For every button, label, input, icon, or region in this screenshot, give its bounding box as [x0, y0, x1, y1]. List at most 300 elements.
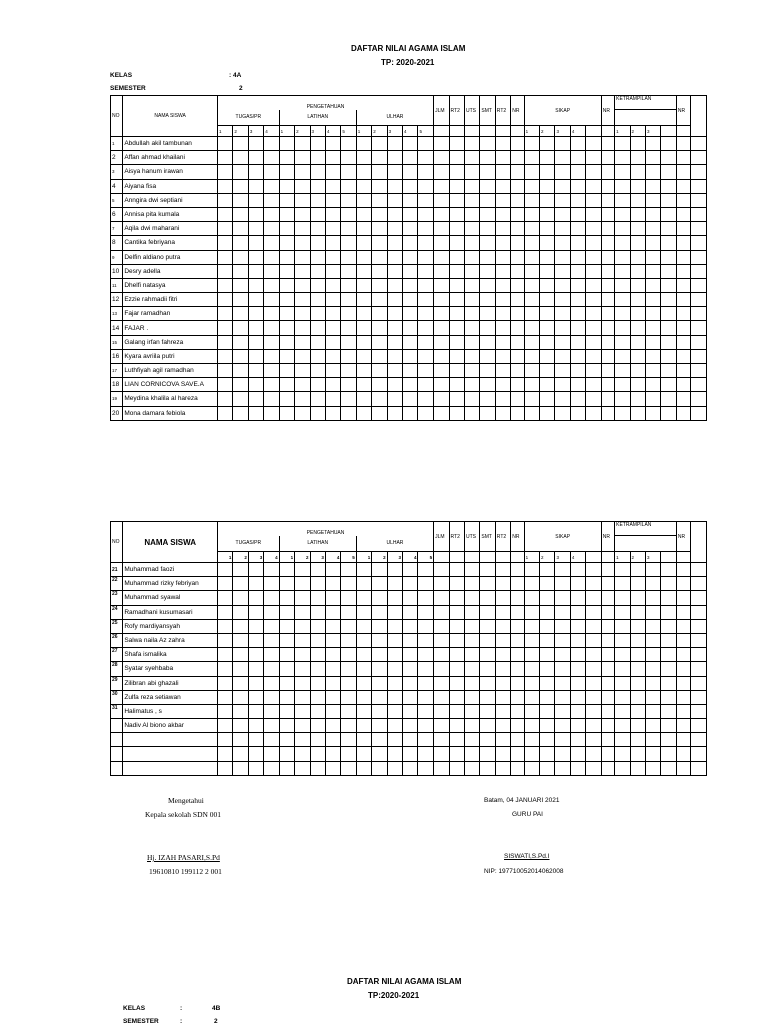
- student-name: Galang irfan fahreza: [123, 335, 218, 349]
- grade-cell: [661, 349, 676, 363]
- grade-cell: [310, 605, 325, 619]
- grade-cell: [434, 747, 449, 761]
- grade-cell: [264, 193, 279, 207]
- grade-cell: [279, 406, 294, 420]
- grade-cell: [691, 690, 707, 704]
- student-number: 27: [111, 648, 123, 662]
- col-nr-sikap-header: NR: [601, 96, 614, 126]
- grade-cell: [464, 307, 479, 321]
- student-number: 4: [111, 179, 123, 193]
- empty-cell: [661, 552, 676, 563]
- grade-cell: [480, 648, 495, 662]
- grade-cell: [676, 704, 690, 718]
- grade-cell: [356, 250, 371, 264]
- grade-cell: [264, 676, 279, 690]
- grade-cell: [630, 364, 645, 378]
- grade-cell: [217, 676, 232, 690]
- grade-cell: [387, 349, 402, 363]
- grade-cell: [295, 151, 310, 165]
- grade-cell: [555, 591, 570, 605]
- grade-cell: [325, 619, 340, 633]
- grade-cell: [540, 648, 555, 662]
- grade-cell: [601, 378, 614, 392]
- grade-cell: [356, 278, 371, 292]
- grade-cell: [434, 591, 449, 605]
- grade-cell: [279, 335, 294, 349]
- grade-cell: [540, 676, 555, 690]
- grade-cell: [540, 151, 555, 165]
- grade-cell: [310, 392, 325, 406]
- grade-cell: [495, 321, 510, 335]
- grade-cell: [325, 236, 340, 250]
- student-name: Shafa ismalika: [123, 648, 218, 662]
- sheet2-semester-value: 2: [214, 1018, 218, 1025]
- grade-cell: [310, 747, 325, 761]
- grade-cell: [511, 222, 524, 236]
- grade-cell: [310, 676, 325, 690]
- student-number: 19: [111, 392, 123, 406]
- grade-cell: [434, 704, 449, 718]
- grade-cell: [387, 577, 402, 591]
- grade-cell: [449, 222, 464, 236]
- grade-cell: [615, 648, 630, 662]
- grade-cell: [310, 406, 325, 420]
- grade-cell: [217, 151, 232, 165]
- grade-cell: [630, 137, 645, 151]
- grade-cell: [403, 222, 418, 236]
- grade-cell: [480, 264, 495, 278]
- grade-cell: [434, 222, 449, 236]
- empty-cell: [434, 552, 449, 563]
- grade-cell: [341, 378, 356, 392]
- grade-cell: [645, 335, 660, 349]
- grade-cell: [325, 577, 340, 591]
- grade-cell: [480, 137, 495, 151]
- grade-cell: [418, 605, 434, 619]
- grade-cell: [279, 222, 294, 236]
- grade-cell: [264, 563, 279, 577]
- grade-cell: [630, 278, 645, 292]
- grade-cell: [356, 619, 371, 633]
- grade-cell: [356, 605, 371, 619]
- col-number: 3: [248, 552, 263, 563]
- grade-cell: [511, 321, 524, 335]
- grade-cell: [403, 193, 418, 207]
- grade-cell: [264, 321, 279, 335]
- col-nr-header: NR: [511, 522, 524, 552]
- col-nama-header: NAMA SISWA: [123, 522, 218, 563]
- grade-cell: [233, 733, 248, 747]
- grade-cell: [524, 335, 539, 349]
- grade-cell: [356, 406, 371, 420]
- col-rt2-header: RT2: [449, 96, 464, 126]
- col-no-header: NO: [111, 96, 123, 137]
- grade-cell: [310, 278, 325, 292]
- grade-cell: [464, 392, 479, 406]
- grade-cell: [217, 577, 232, 591]
- grade-cell: [248, 648, 263, 662]
- col-number: 4: [325, 552, 340, 563]
- grade-cell: [217, 264, 232, 278]
- col-no-header: NO: [111, 522, 123, 563]
- grade-cell: [661, 278, 676, 292]
- grade-cell: [248, 278, 263, 292]
- grade-cell: [418, 179, 434, 193]
- grade-cell: [540, 222, 555, 236]
- grade-cell: [264, 719, 279, 733]
- grade-cell: [341, 605, 356, 619]
- grade-cell: [341, 207, 356, 221]
- grade-cell: [295, 349, 310, 363]
- grade-cell: [464, 563, 479, 577]
- grade-cell: [310, 719, 325, 733]
- grade-cell: [691, 207, 707, 221]
- grade-cell: [217, 563, 232, 577]
- grade-cell: [449, 662, 464, 676]
- grade-cell: [403, 335, 418, 349]
- grade-cell: [418, 392, 434, 406]
- grade-cell: [217, 335, 232, 349]
- grade-cell: [661, 648, 676, 662]
- student-row: [111, 250, 707, 264]
- grade-cell: [418, 633, 434, 647]
- grade-cell: [480, 591, 495, 605]
- student-row: [111, 577, 707, 591]
- grade-cell: [372, 676, 387, 690]
- grade-cell: [555, 165, 570, 179]
- grade-cell: [233, 690, 248, 704]
- grade-cell: [341, 179, 356, 193]
- grade-cell: [615, 335, 630, 349]
- grade-cell: [464, 619, 479, 633]
- grade-cell: [691, 619, 707, 633]
- grade-cell: [248, 378, 263, 392]
- grade-cell: [403, 704, 418, 718]
- grade-cell: [356, 137, 371, 151]
- grade-cell: [480, 250, 495, 264]
- grade-cell: [264, 392, 279, 406]
- grade-cell: [233, 222, 248, 236]
- grade-cell: [217, 406, 232, 420]
- grade-cell: [645, 165, 660, 179]
- grade-cell: [676, 307, 690, 321]
- grade-cell: [418, 704, 434, 718]
- grade-cell: [387, 719, 402, 733]
- grade-cell: [676, 264, 690, 278]
- grade-cell: [464, 733, 479, 747]
- grade-cell: [524, 591, 539, 605]
- grade-cell: [586, 676, 601, 690]
- grade-cell: [233, 137, 248, 151]
- grade-cell: [341, 747, 356, 761]
- grade-cell: [310, 378, 325, 392]
- grade-cell: [555, 406, 570, 420]
- grade-cell: [310, 207, 325, 221]
- col-number: 3: [310, 126, 325, 137]
- grade-cell: [601, 591, 614, 605]
- grade-cell: [661, 719, 676, 733]
- grade-cell: [449, 364, 464, 378]
- grade-cell: [570, 222, 585, 236]
- grade-cell: [341, 704, 356, 718]
- grade-cell: [295, 222, 310, 236]
- grade-cell: [325, 690, 340, 704]
- grade-cell: [325, 704, 340, 718]
- grade-cell: [449, 378, 464, 392]
- grade-cell: [615, 563, 630, 577]
- grade-cell: [691, 591, 707, 605]
- col-number: 2: [295, 552, 310, 563]
- grade-cell: [586, 364, 601, 378]
- grade-cell: [279, 179, 294, 193]
- grade-cell: [310, 704, 325, 718]
- grade-cell: [387, 605, 402, 619]
- student-number: 7: [111, 222, 123, 236]
- grade-cell: [511, 137, 524, 151]
- grade-cell: [555, 577, 570, 591]
- grade-cell: [233, 250, 248, 264]
- student-name: LIAN CORNICOVA SAVE.A: [123, 378, 218, 392]
- grade-cell: [601, 633, 614, 647]
- grade-cell: [464, 165, 479, 179]
- grade-cell: [495, 591, 510, 605]
- grade-cell: [295, 747, 310, 761]
- grade-cell: [495, 207, 510, 221]
- grade-cell: [387, 704, 402, 718]
- grade-cell: [691, 761, 707, 775]
- student-name: Delfin aldiano putra: [123, 250, 218, 264]
- grade-cell: [356, 293, 371, 307]
- col-number: 1: [279, 126, 294, 137]
- student-name: Mona damara febiola: [123, 406, 218, 420]
- grade-cell: [295, 278, 310, 292]
- student-row: [111, 264, 707, 278]
- grade-cell: [295, 591, 310, 605]
- grade-cell: [676, 278, 690, 292]
- grade-cell: [676, 619, 690, 633]
- grade-cell: [403, 207, 418, 221]
- grade-cell: [310, 193, 325, 207]
- student-row: [111, 761, 707, 775]
- grade-cell: [233, 293, 248, 307]
- grade-cell: [279, 619, 294, 633]
- grade-cell: [279, 648, 294, 662]
- grade-cell: [676, 179, 690, 193]
- grade-cell: [540, 179, 555, 193]
- grade-cell: [248, 392, 263, 406]
- grade-cell: [676, 250, 690, 264]
- student-name: Muhammad faozi: [123, 563, 218, 577]
- grade-cell: [279, 733, 294, 747]
- grade-cell: [615, 704, 630, 718]
- student-row: [111, 236, 707, 250]
- grade-cell: [279, 165, 294, 179]
- grade-cell: [691, 179, 707, 193]
- grade-cell: [325, 349, 340, 363]
- grade-cell: [570, 690, 585, 704]
- grade-cell: [295, 648, 310, 662]
- student-row: [111, 364, 707, 378]
- grade-cell: [295, 577, 310, 591]
- grade-cell: [676, 591, 690, 605]
- grade-cell: [586, 321, 601, 335]
- empty-cell: [676, 126, 690, 137]
- grade-cell: [645, 207, 660, 221]
- grade-cell: [418, 719, 434, 733]
- grade-cell: [248, 264, 263, 278]
- grade-cell: [403, 250, 418, 264]
- grade-cell: [387, 151, 402, 165]
- grade-cell: [630, 619, 645, 633]
- grade-cell: [540, 619, 555, 633]
- grade-cell: [495, 563, 510, 577]
- student-number: 3: [111, 165, 123, 179]
- grade-cell: [586, 704, 601, 718]
- grade-cell: [387, 321, 402, 335]
- grade-cell: [264, 364, 279, 378]
- grade-cell: [480, 207, 495, 221]
- grade-cell: [464, 690, 479, 704]
- grade-cell: [586, 335, 601, 349]
- grade-cell: [248, 193, 263, 207]
- grade-cell: [495, 236, 510, 250]
- grade-cell: [418, 137, 434, 151]
- student-number: 14: [111, 321, 123, 335]
- grade-cell: [645, 676, 660, 690]
- grade-cell: [540, 378, 555, 392]
- grade-cell: [540, 165, 555, 179]
- grade-cell: [570, 662, 585, 676]
- grade-cell: [676, 406, 690, 420]
- grade-cell: [586, 577, 601, 591]
- grade-cell: [449, 293, 464, 307]
- col-smt-header: SMT: [480, 96, 495, 126]
- grade-cell: [540, 335, 555, 349]
- grade-cell: [264, 307, 279, 321]
- grade-cell: [325, 733, 340, 747]
- grade-cell: [570, 193, 585, 207]
- grade-cell: [295, 676, 310, 690]
- grade-cell: [372, 605, 387, 619]
- grade-cell: [217, 364, 232, 378]
- grade-cell: [372, 236, 387, 250]
- empty-cell: [464, 126, 479, 137]
- grade-cell: [661, 591, 676, 605]
- grade-cell: [248, 619, 263, 633]
- grade-cell: [630, 690, 645, 704]
- grade-cell: [387, 364, 402, 378]
- grade-cell: [372, 406, 387, 420]
- grade-cell: [434, 307, 449, 321]
- grade-cell: [495, 747, 510, 761]
- grade-cell: [264, 747, 279, 761]
- ket-number: 2: [630, 552, 645, 563]
- student-row: [111, 278, 707, 292]
- empty-cell: [661, 126, 676, 137]
- col-nr-sikap-header: NR: [601, 522, 614, 552]
- grade-cell: [524, 137, 539, 151]
- grade-cell: [356, 307, 371, 321]
- grade-cell: [310, 307, 325, 321]
- grade-cell: [570, 392, 585, 406]
- grade-cell: [661, 619, 676, 633]
- empty-cell: [495, 126, 510, 137]
- grade-cell: [645, 648, 660, 662]
- grade-cell: [341, 648, 356, 662]
- grade-cell: [341, 761, 356, 775]
- grade-cell: [570, 236, 585, 250]
- student-number: 26: [111, 633, 123, 647]
- col-number: 3: [310, 552, 325, 563]
- student-row: [111, 307, 707, 321]
- student-number: 11: [111, 278, 123, 292]
- grade-cell: [434, 378, 449, 392]
- grade-cell: [403, 619, 418, 633]
- grade-cell: [217, 719, 232, 733]
- grade-cell: [676, 605, 690, 619]
- grade-cell: [691, 293, 707, 307]
- grade-cell: [464, 633, 479, 647]
- col-number: 5: [418, 126, 434, 137]
- grade-cell: [586, 633, 601, 647]
- empty-cell: [449, 552, 464, 563]
- grade-cell: [480, 719, 495, 733]
- grade-cell: [480, 761, 495, 775]
- student-name: Muhammad syawal: [123, 591, 218, 605]
- sheet2-title: DAFTAR NILAI AGAMA ISLAM: [347, 977, 462, 986]
- grade-cell: [601, 406, 614, 420]
- grade-cell: [434, 648, 449, 662]
- grade-cell: [480, 293, 495, 307]
- empty-cell: [601, 552, 614, 563]
- grade-cell: [464, 591, 479, 605]
- grade-cell: [449, 648, 464, 662]
- grade-cell: [540, 761, 555, 775]
- grade-cell: [540, 633, 555, 647]
- grade-cell: [295, 250, 310, 264]
- student-number: 9: [111, 250, 123, 264]
- grade-cell: [233, 676, 248, 690]
- grade-cell: [217, 179, 232, 193]
- grade-cell: [264, 207, 279, 221]
- grade-cell: [495, 335, 510, 349]
- grade-cell: [264, 619, 279, 633]
- grade-cell: [434, 690, 449, 704]
- grade-cell: [586, 690, 601, 704]
- grade-cell: [372, 648, 387, 662]
- grade-cell: [661, 222, 676, 236]
- grade-cell: [325, 250, 340, 264]
- grade-cell: [511, 264, 524, 278]
- grade-cell: [264, 264, 279, 278]
- grade-cell: [586, 293, 601, 307]
- student-row: [111, 165, 707, 179]
- grade-cell: [434, 563, 449, 577]
- grade-cell: [495, 619, 510, 633]
- grade-table-2: [110, 521, 707, 776]
- empty-cell: [511, 552, 524, 563]
- sheet1-kelas-value: : 4A: [229, 72, 242, 79]
- grade-cell: [403, 676, 418, 690]
- grade-cell: [645, 378, 660, 392]
- grade-cell: [645, 591, 660, 605]
- grade-cell: [630, 605, 645, 619]
- grade-cell: [264, 761, 279, 775]
- grade-cell: [511, 207, 524, 221]
- ket-number: 3: [645, 126, 660, 137]
- grade-cell: [555, 264, 570, 278]
- grade-cell: [217, 293, 232, 307]
